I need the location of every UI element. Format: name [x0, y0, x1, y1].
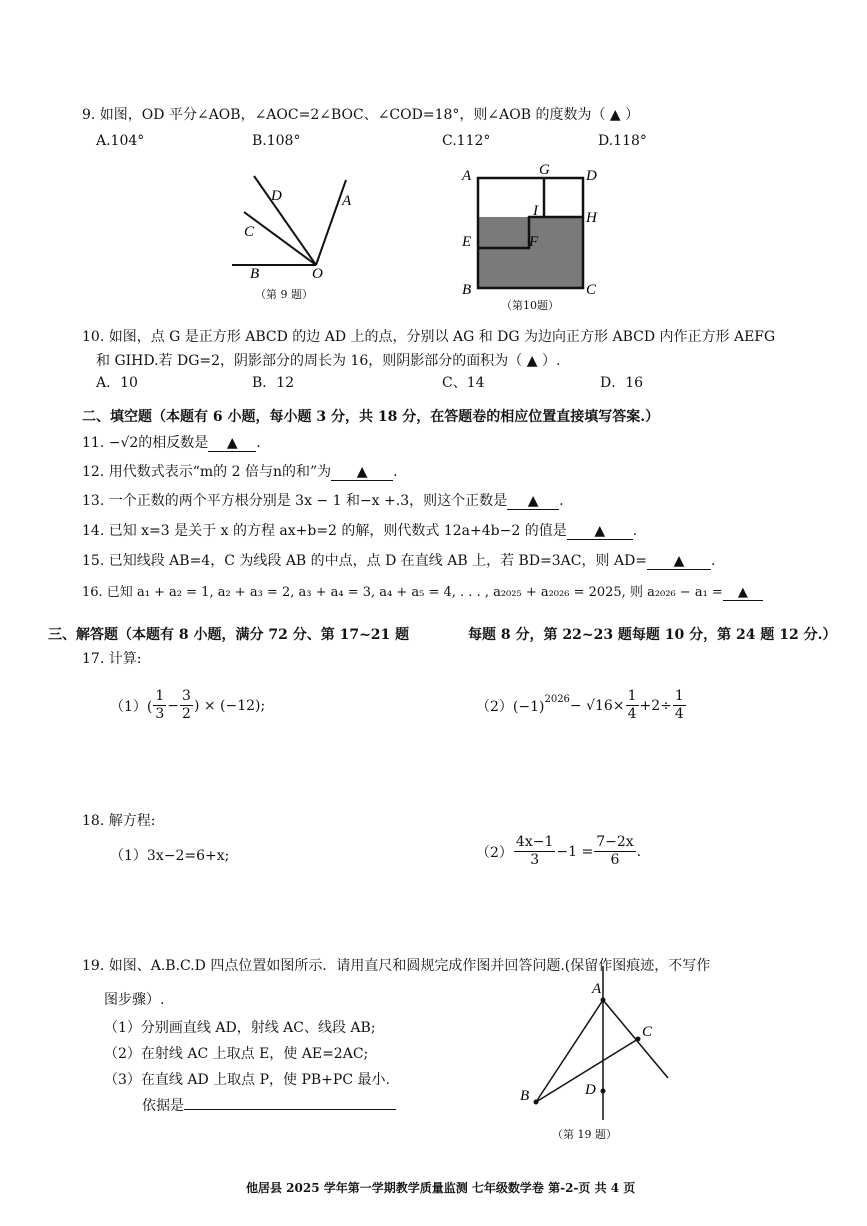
q9-caption: （第 9 题） — [255, 288, 313, 301]
q17-p1-frac2-den: 2 — [182, 706, 191, 722]
q10-line1: 10. 如图，点 G 是正方形 ABCD 的边 AD 上的点，分别以 AG 和 DG 为边向正方形 ABCD 内作正方形 AEFG — [82, 329, 776, 345]
q16-blank: ▲ — [723, 585, 763, 601]
q10-option-c: C、14 — [442, 375, 485, 391]
q17-p2-frac2-den: 4 — [674, 706, 684, 722]
q17-p1-suffix: ) × (−12); — [193, 697, 266, 714]
q17-p1-frac1-num: 1 — [155, 688, 165, 704]
q18-part1: （1）3x−2=6+x; — [110, 848, 230, 864]
q17-p1-frac1-den: 3 — [155, 706, 165, 722]
q10-option-d: D．16 — [600, 375, 644, 391]
q17-p1-frac2-num: 3 — [182, 688, 191, 704]
q13-end: . — [559, 493, 564, 509]
q19-step1: （1）分别画直线 AD，射线 AC、线段 AB; — [104, 1020, 376, 1036]
q10-line2: 和 GIHD.若 DG=2，阴影部分的周长为 16，则阴影部分的面积为（ ▲ ）. — [96, 353, 561, 369]
q19-label-c: C — [642, 1024, 653, 1040]
q9-option-a: A.104° — [96, 133, 145, 149]
q17-p2-frac2-num: 1 — [674, 688, 684, 704]
q18-p2-end: . — [636, 843, 642, 860]
q10-caption: （第10题） — [501, 299, 559, 312]
q13 — [82, 490, 564, 510]
q11-blank: ▲ — [208, 435, 256, 452]
q17-title: 17. 计算: — [82, 651, 142, 667]
q16-text: 16. 已知 a₁ + a₂ = 1, a₂ + a₃ = 2, a₃ + a₄ = 3, a₄ + a₅ = 4, . . . , a₂₀₂₅ + a₂₀₂₆ = 2025, 则 a₂₀₂₆ − a₁ = — [82, 585, 723, 600]
q17-p2-mid: − √16× — [569, 697, 625, 714]
q14-blank: ▲ — [567, 523, 633, 540]
q17-part2 — [476, 688, 687, 723]
q9-option-b: B.108° — [252, 133, 301, 149]
q18-p2-frac1-den: 3 — [530, 852, 540, 868]
q10-label-c: C — [586, 282, 597, 298]
q17-p2-frac2 — [673, 688, 686, 723]
q10-label-a: A — [462, 168, 472, 184]
q10-label-f: F — [529, 234, 539, 250]
q11-end: . — [256, 435, 261, 451]
q19-label-d: D — [585, 1082, 596, 1098]
q19-label-b: B — [520, 1088, 530, 1104]
q9-label-d: D — [271, 188, 282, 204]
q12-end: . — [393, 464, 398, 480]
section3-heading-left: 三、解答题（本题有 8 小题，满分 72 分、第 17~21 题 — [48, 627, 410, 643]
q17-p2-prefix: （2）(−1) — [476, 698, 545, 715]
q10-label-g: G — [539, 162, 550, 178]
q13-blank: ▲ — [507, 493, 559, 510]
q14-end: . — [632, 523, 638, 539]
q18-p2-frac1-num: 4x−1 — [515, 834, 554, 850]
q9-figure — [228, 172, 358, 282]
q17-p1-minus: − — [167, 697, 180, 714]
q19-line1: 19. 如图、A.B.C.D 四点位置如图所示．请用直尺和圆规完成作图并回答问题.(保留作图痕迹，不写作 — [82, 958, 711, 974]
q19-step2: （2）在射线 AC 上取点 E，使 AE=2AC; — [104, 1046, 369, 1062]
q19-caption: （第 19 题） — [552, 1128, 617, 1141]
q10-figure — [458, 160, 608, 300]
q10-label-i: I — [533, 203, 538, 219]
q19-basis — [142, 1095, 396, 1115]
q15-text: 15. 已知线段 AB=4，C 为线段 AB 的中点，点 D 在直线 AB 上，若 BD=3AC，则 AD= — [82, 553, 648, 569]
q9-option-c: C.112° — [442, 133, 491, 149]
q19-basis-label: 依据是 — [142, 1098, 184, 1114]
q13-text: 13. 一个正数的两个平方根分别是 3x − 1 和−x +.3，则这个正数是 — [82, 493, 508, 509]
q18-p2-frac2 — [594, 834, 635, 869]
q9-label-a: A — [342, 193, 352, 209]
section2-heading: 二、填空题（本题有 6 小题，每小题 3 分，共 18 分，在答题卷的相应位置直接填写答案.） — [82, 409, 660, 425]
q18-title: 18. 解方程: — [82, 813, 156, 829]
q18-p2-prefix: （2） — [476, 844, 513, 861]
q14-text: 14. 已知 x=3 是关于 x 的方程 ax+b=2 的解，则代数式 12a+4b−2 的值是 — [82, 523, 567, 539]
q15-end: . — [711, 553, 716, 569]
q18-p2-mid: −1 = — [556, 843, 594, 860]
q9-label-o: O — [312, 266, 323, 282]
q15-blank: ▲ — [647, 553, 711, 570]
q15 — [82, 550, 715, 570]
q17-p1-prefix: （1）( — [110, 698, 153, 715]
q9-label-c: C — [244, 224, 255, 240]
q19-label-a: A — [592, 981, 602, 997]
q9-option-d: D.118° — [598, 133, 647, 149]
q17-p2-frac1 — [626, 688, 639, 723]
q18-part2 — [476, 834, 641, 869]
q18-p2-frac2-den: 6 — [610, 852, 620, 868]
section3-heading-right: 每题 8 分，第 22~23 题每题 10 分，第 24 题 12 分.） — [468, 627, 837, 643]
q10-label-h: H — [586, 210, 597, 226]
q19-step3: （3）在直线 AD 上取点 P，使 PB+PC 最小. — [104, 1072, 390, 1088]
q17-p2-frac1-num: 1 — [627, 688, 637, 704]
q10-label-e: E — [462, 234, 472, 250]
q17-p2-frac1-den: 4 — [627, 706, 637, 722]
q10-label-d: D — [586, 168, 597, 184]
q12-blank: ▲ — [331, 464, 393, 481]
q12 — [82, 461, 398, 481]
q18-p2-frac1 — [514, 834, 555, 869]
q19-figure — [510, 960, 680, 1125]
q14 — [82, 520, 637, 540]
q16 — [82, 581, 763, 601]
q9-stem: 9. 如图，OD 平分∠AOB，∠AOC=2∠BOC、∠COD=18°，则∠AOB 的度数为（ ▲ ） — [82, 107, 640, 123]
q17-p2-mid2: +2÷ — [639, 697, 672, 714]
q18-p2-frac2-num: 7−2x — [596, 834, 634, 850]
q19-basis-blank — [184, 1095, 396, 1110]
q10-option-b: B．12 — [252, 375, 295, 391]
q17-p1-frac2 — [180, 688, 193, 723]
q9-label-b: B — [250, 266, 260, 282]
q11 — [82, 432, 261, 452]
q17-p2-exp: 2026 — [544, 694, 570, 705]
q10-option-a: A．10 — [96, 375, 138, 391]
q10-label-b: B — [462, 282, 472, 298]
page-footer: 他居县 2025 学年第一学期教学质量监测 七年级数学卷 第-2-页 共 4 页 — [246, 1181, 636, 1195]
q19-line2: 图步骤）. — [104, 992, 165, 1008]
q11-text: 11. −√2的相反数是 — [82, 435, 209, 451]
q17-p1-frac1 — [153, 688, 166, 723]
q12-text: 12. 用代数式表示“m的 2 倍与n的和”为 — [82, 464, 332, 480]
q17-part1 — [110, 688, 265, 723]
